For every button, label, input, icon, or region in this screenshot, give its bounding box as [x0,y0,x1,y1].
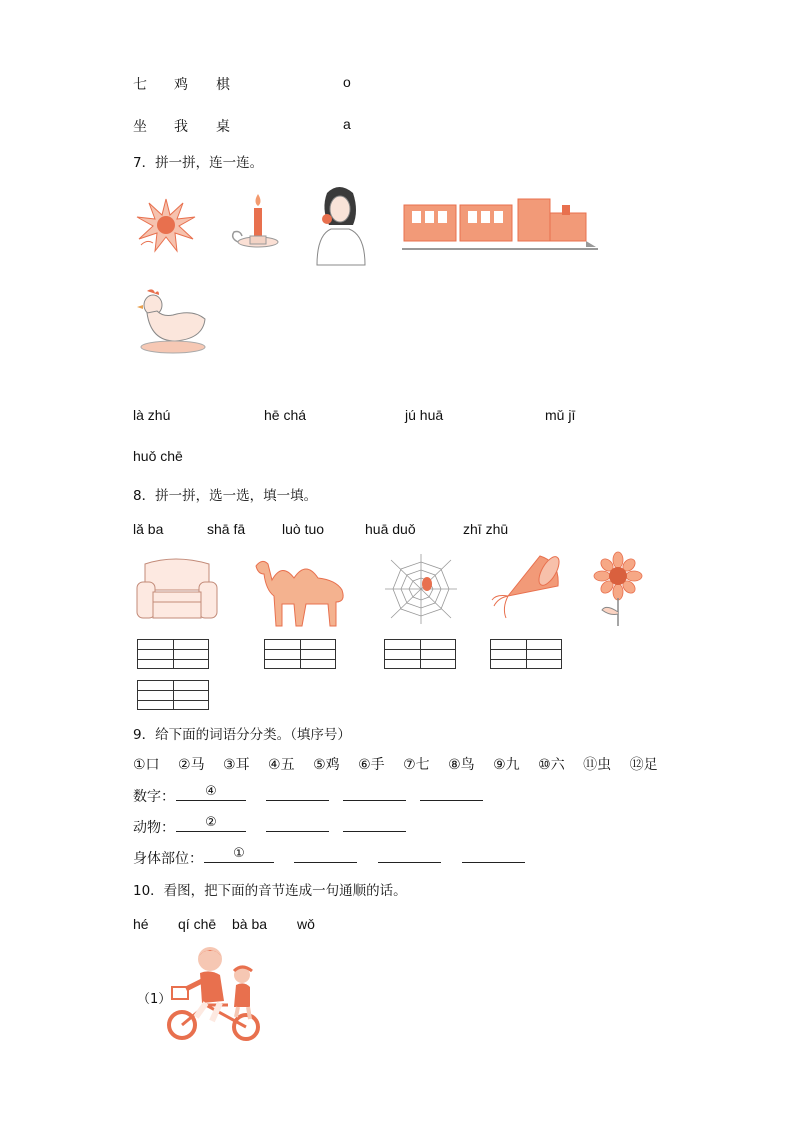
q7-pinyin-muji: mǔ jī [545,407,576,423]
q9-body-blank-2[interactable] [294,846,357,863]
q9-body-blank-3[interactable] [378,846,441,863]
father-child-bike-icon [166,945,266,1043]
q9-numbers-blank-4[interactable] [420,784,483,801]
q9-item: ⑩六 [538,757,565,773]
q9-item: ⑥手 [358,757,385,773]
q9-item: ⑪虫 [583,757,612,773]
char-wo: 我 [174,119,188,135]
q9-title: 9．给下面的词语分分类。（填序号） [133,727,351,743]
candle-icon [228,192,284,258]
q8-pinyin-zhizhu: zhī zhū [463,521,509,537]
sofa-icon [135,556,219,626]
char-ji: 鸡 [174,77,188,93]
writing-grid-1[interactable] [137,639,209,669]
q8-pinyin-huaduo: huā duǒ [365,521,416,537]
q7-pinyin-juhua: jú huā [405,407,444,423]
q7-pinyin-huoche: huǒ chē [133,448,183,464]
trumpet-icon [488,552,564,624]
q10-pinyin-baba: bà ba [232,916,268,932]
girl-drinking-tea-icon [309,185,371,265]
q7-pinyin-lazhu: là zhú [133,407,171,423]
q9-animals-blank-3[interactable] [343,815,406,832]
q9-label-animals: 动物： [133,820,175,836]
q10-pinyin-wo: wǒ [297,916,315,932]
chrysanthemum-icon [133,193,199,255]
q9-item: ③耳 [223,757,250,773]
camel-icon [252,556,352,628]
q9-item: ⑦七 [403,757,430,773]
sunflower-icon [590,552,646,628]
q9-body-blank-4[interactable] [462,846,525,863]
q8-pinyin-luotuo: luò tuo [282,521,325,537]
q9-item: ①口 [133,757,160,773]
q9-item: ⑫足 [629,757,658,773]
writing-grid-5[interactable] [137,680,209,710]
q10-pinyin-he: hé [133,916,149,932]
char-qi-chess: 棋 [216,77,230,93]
train-icon [402,197,598,253]
q7-pinyin-hecha: hē chá [264,407,307,423]
char-qi: 七 [133,77,147,93]
q9-item-list [133,754,658,774]
q8-pinyin-laba: lǎ ba [133,521,164,537]
q9-item: ⑨九 [493,757,520,773]
q9-animals-blank-1[interactable]: ② [176,815,246,832]
q9-body-blank-1[interactable]: ① [204,846,274,863]
q9-item: ⑧鸟 [448,757,475,773]
q9-item: ⑤鸡 [313,757,340,773]
spider-web-icon [383,554,459,624]
writing-grid-2[interactable] [264,639,336,669]
q9-numbers-blank-3[interactable] [343,784,406,801]
hen-icon [133,287,211,355]
letter-o: o [343,74,351,90]
q9-item: ④五 [268,757,295,773]
q9-label-numbers: 数字： [133,789,175,805]
writing-grid-4[interactable] [490,639,562,669]
q7-title: 7．拼一拼，连一连。 [133,155,264,171]
q8-pinyin-shafa: shā fā [207,521,246,537]
q8-title: 8．拼一拼，选一选，填一填。 [133,488,318,504]
q10-pinyin-qiche: qí chē [178,916,217,932]
q10-title: 10．看图，把下面的音节连成一句通顺的话。 [133,883,407,899]
char-zhuo: 桌 [216,119,230,135]
q10-sub-label: （1） [137,992,172,1007]
writing-grid-3[interactable] [384,639,456,669]
q9-animals-blank-2[interactable] [266,815,329,832]
q9-numbers-blank-1[interactable]: ④ [176,784,246,801]
char-zuo: 坐 [133,119,147,135]
q9-numbers-blank-2[interactable] [266,784,329,801]
q9-label-body-parts: 身体部位： [133,851,203,867]
letter-a: a [343,116,351,132]
q9-item: ②马 [178,757,205,773]
